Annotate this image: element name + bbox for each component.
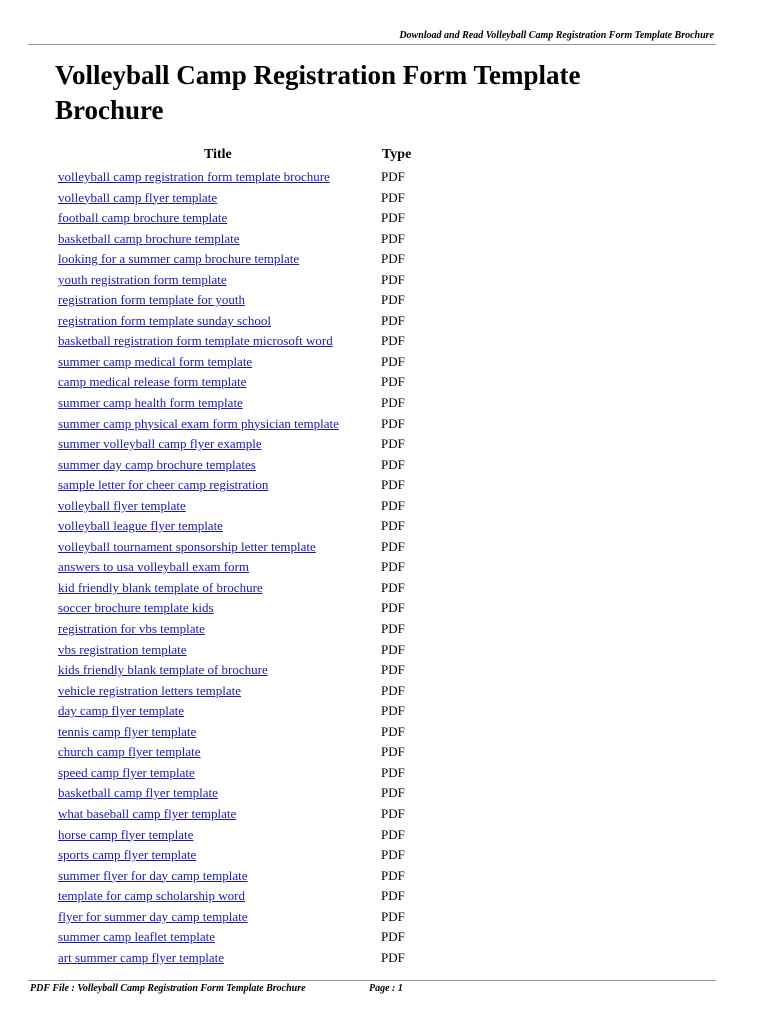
column-header-title: Title: [204, 147, 232, 162]
document-type: PDF: [381, 292, 405, 308]
document-link[interactable]: registration for vbs template: [58, 621, 205, 637]
document-link[interactable]: vbs registration template: [58, 641, 187, 657]
document-type: PDF: [381, 210, 405, 226]
document-type: PDF: [381, 723, 405, 739]
document-link[interactable]: summer camp health form template: [58, 395, 243, 411]
document-link[interactable]: kid friendly blank template of brochure: [58, 579, 263, 595]
document-type: PDF: [381, 333, 405, 349]
document-link[interactable]: basketball camp flyer template: [58, 785, 218, 801]
document-type: PDF: [381, 579, 405, 595]
page-header-text: Download and Read Volleyball Camp Registration Form Template Brochure: [399, 30, 714, 41]
document-type: PDF: [381, 518, 405, 534]
document-type: PDF: [381, 251, 405, 267]
document-link[interactable]: summer day camp brochure templates: [58, 456, 256, 472]
document-link[interactable]: sample letter for cheer camp registration: [58, 477, 269, 493]
document-type: PDF: [381, 312, 405, 328]
document-type: PDF: [381, 436, 405, 452]
document-type: PDF: [381, 395, 405, 411]
document-link[interactable]: template for camp scholarship word: [58, 888, 245, 904]
document-type: PDF: [381, 641, 405, 657]
document-type: PDF: [381, 353, 405, 369]
document-link[interactable]: church camp flyer template: [58, 744, 201, 760]
footer-divider: [28, 980, 716, 981]
document-type: PDF: [381, 805, 405, 821]
document-link[interactable]: kids friendly blank template of brochure: [58, 662, 268, 678]
document-link[interactable]: volleyball flyer template: [58, 497, 186, 513]
footer-file-text: PDF File : Volleyball Camp Registration Form Template Brochure: [30, 983, 306, 994]
document-type: PDF: [381, 230, 405, 246]
page-title: Volleyball Camp Registration Form Template Brochure: [55, 60, 581, 125]
document-link[interactable]: horse camp flyer template: [58, 826, 194, 842]
document-type: PDF: [381, 189, 405, 205]
document-link[interactable]: art summer camp flyer template: [58, 949, 225, 965]
document-link[interactable]: summer camp physical exam form physician template: [58, 415, 339, 431]
document-type: PDF: [381, 949, 405, 965]
document-link[interactable]: soccer brochure template kids: [58, 600, 214, 616]
document-link[interactable]: looking for a summer camp brochure template: [58, 251, 300, 267]
document-type: PDF: [381, 785, 405, 801]
document-link[interactable]: summer camp medical form template: [58, 353, 253, 369]
document-link[interactable]: speed camp flyer template: [58, 764, 195, 780]
document-link[interactable]: flyer for summer day camp template: [58, 908, 248, 924]
document-type: PDF: [381, 662, 405, 678]
document-type: PDF: [381, 826, 405, 842]
document-link[interactable]: summer flyer for day camp template: [58, 867, 248, 883]
document-link[interactable]: summer camp leaflet template: [58, 929, 216, 945]
document-type: PDF: [381, 908, 405, 924]
document-link[interactable]: vehicle registration letters template: [58, 682, 242, 698]
document-type: PDF: [381, 271, 405, 287]
document-link[interactable]: answers to usa volleyball exam form: [58, 559, 249, 575]
header-divider: [28, 44, 716, 45]
document-link[interactable]: basketball registration form template microsoft word: [58, 333, 333, 349]
document-link[interactable]: camp medical release form template: [58, 374, 247, 390]
document-link[interactable]: registration form template sunday school: [58, 312, 272, 328]
document-type: PDF: [381, 415, 405, 431]
document-link[interactable]: youth registration form template: [58, 271, 227, 287]
document-type: PDF: [381, 929, 405, 945]
document-type: PDF: [381, 477, 405, 493]
document-type: PDF: [381, 600, 405, 616]
document-link[interactable]: football camp brochure template: [58, 210, 228, 226]
document-type: PDF: [381, 682, 405, 698]
document-link[interactable]: sports camp flyer template: [58, 847, 197, 863]
document-type: PDF: [381, 744, 405, 760]
document-type: PDF: [381, 374, 405, 390]
document-type: PDF: [381, 538, 405, 554]
document-type: PDF: [381, 621, 405, 637]
document-link[interactable]: tennis camp flyer template: [58, 723, 197, 739]
document-type: PDF: [381, 169, 405, 184]
document-link[interactable]: volleyball tournament sponsorship letter template: [58, 538, 316, 554]
document-link[interactable]: summer volleyball camp flyer example: [58, 436, 262, 452]
document-link[interactable]: volleyball camp flyer template: [58, 189, 218, 205]
document-type: PDF: [381, 764, 405, 780]
document-type: PDF: [381, 847, 405, 863]
document-type: PDF: [381, 456, 405, 472]
document-type: PDF: [381, 867, 405, 883]
document-type: PDF: [381, 559, 405, 575]
document-type: PDF: [381, 888, 405, 904]
document-type: PDF: [381, 497, 405, 513]
document-link[interactable]: what baseball camp flyer template: [58, 805, 237, 821]
column-header-type: Type: [382, 147, 412, 162]
document-link[interactable]: day camp flyer template: [58, 703, 184, 719]
document-link[interactable]: volleyball camp registration form template brochure: [58, 169, 330, 184]
document-link[interactable]: volleyball league flyer template: [58, 518, 223, 534]
document-type: PDF: [381, 703, 405, 719]
footer-page-number: Page : 1: [369, 983, 403, 994]
document-link[interactable]: registration form template for youth: [58, 292, 246, 308]
document-link[interactable]: basketball camp brochure template: [58, 230, 240, 246]
